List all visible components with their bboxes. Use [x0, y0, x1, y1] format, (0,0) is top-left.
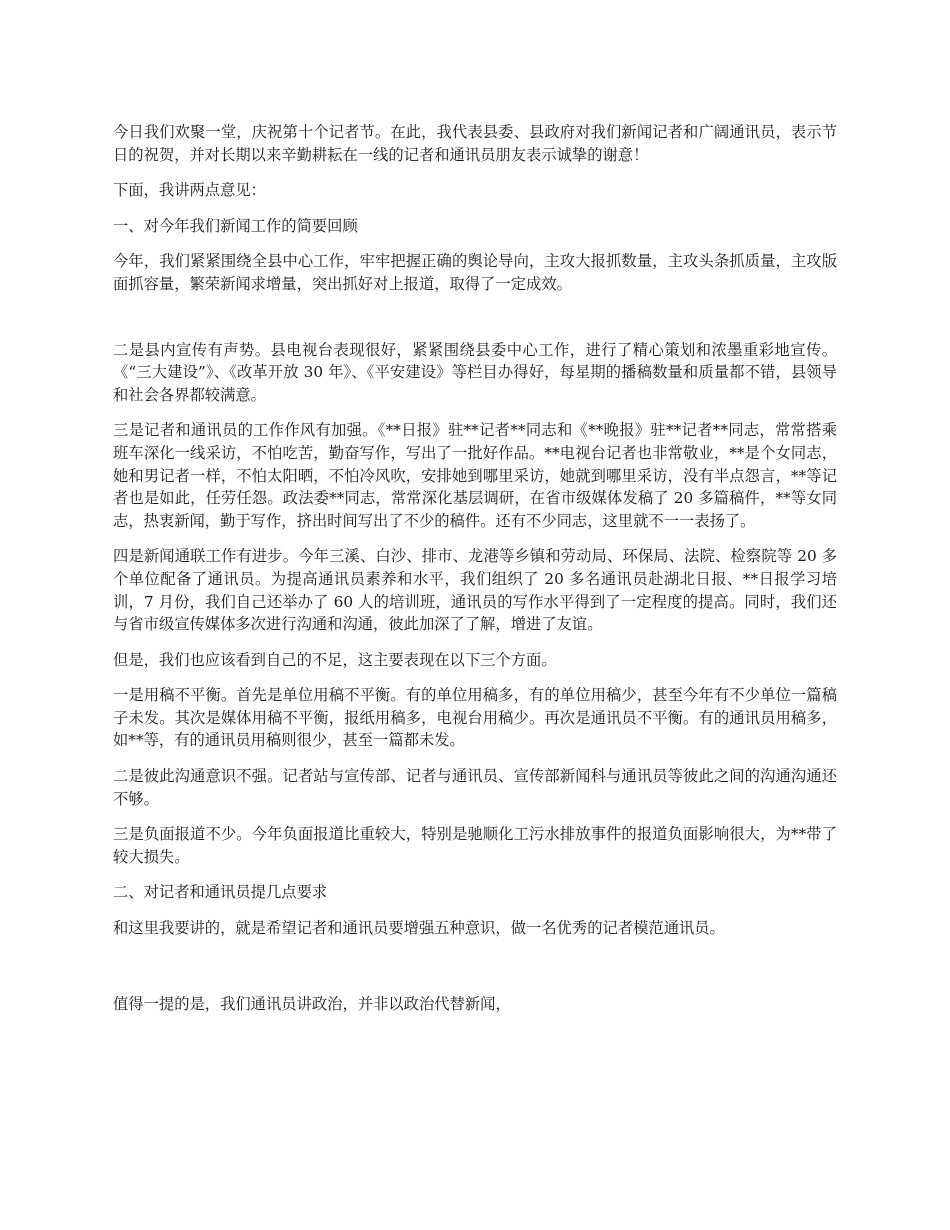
paragraph-intro: 下面，我讲两点意见：: [113, 181, 266, 200]
paragraph-review-summary: 今年，我们紧紧围绕全县中心工作，牢牢把握正确的舆论导向，主攻大报抓数量，主攻头条抓质量，主攻版面抓容量，繁荣新闻求增量，突出抓好对上报道，取得了一定成效。: [113, 252, 837, 293]
paragraph-point-three: 三是记者和通讯员的工作作风有加强。《**日报》驻**记者**同志和《**晚报》驻**记者**同志，常常搭乘班车深化一线采访，不怕吃苦，勤奋写作，写出了一批好作品。**电视台记者也非常敬业，**是个女同志，她和男记者一样，不怕太阳晒，不怕冷风吹，安排她到哪里采访，她就到哪里采访，没有半点怨言，**等记者也是如此，任劳任怨。政法委**同志，常常深化基层调研，在省市级媒体发稿了 20 多篇稿件，**等女同志，热衷新闻，勤于写作，挤出时间写出了不少的稿件。还有不少同志，这里就不一一表扬了。: [113, 421, 837, 530]
paragraph-shortcomings-intro: 但是，我们也应该看到自己的不足，这主要表现在以下三个方面。: [113, 650, 557, 669]
paragraph-shortcoming-two: 二是彼此沟通意识不强。记者站与宣传部、记者与通讯员、宣传部新闻科与通讯员等彼此之间的沟通沟通还不够。: [113, 767, 837, 808]
paragraph-greeting: 今日我们欢聚一堂，庆祝第十个记者节。在此，我代表县委、县政府对我们新闻记者和广阔通讯员，表示节日的祝贺，并对长期以来辛勤耕耘在一线的记者和通讯员朋友表示诚挚的谢意！: [113, 123, 837, 164]
paragraph-point-four: 四是新闻通联工作有进步。今年三溪、白沙、排市、龙港等乡镇和劳动局、环保局、法院、检察院等 20 多个单位配备了通讯员。为提高通讯员素养和水平，我们组织了 20 多名通讯员赴湖北日报、**日报学习培训，7 月份，我们自己还举办了 60 人的培训班，通讯员的写作水平得到了一定程度的提高。同时，我们还与省市级宣传媒体多次进行沟通和沟通，彼此加深了了解，增进了友谊。: [113, 547, 837, 634]
paragraph-shortcoming-three: 三是负面报道不少。今年负面报道比重较大，特别是驰顺化工污水排放事件的报道负面影响很大，为**带了较大损失。: [113, 825, 837, 866]
paragraph-politics-note: 值得一提的是，我们通讯员讲政治，并非以政治代替新闻，: [113, 994, 511, 1013]
document-body: [113, 121, 837, 1028]
blank-spacer: [113, 309, 837, 339]
paragraph-shortcoming-one: 一是用稿不平衡。首先是单位用稿不平衡。有的单位用稿多，有的单位用稿少，甚至今年有不少单位一篇稿子未发。其次是媒体用稿不平衡，报纸用稿多，电视台用稿少。再次是通讯员不平衡。有的通讯员用稿多，如**等，有的通讯员用稿则很少，甚至一篇都未发。: [113, 686, 837, 750]
section-heading-review: 一、对今年我们新闻工作的简要回顾: [113, 216, 358, 235]
blank-spacer: [113, 953, 837, 993]
paragraph-point-two: 二是县内宣传有声势。县电视台表现很好，紧紧围绕县委中心工作，进行了精心策划和浓墨重彩地宣传。《“三大建设”》、《改革开放 30 年》、《平安建设》等栏目办得好，每星期的播稿数量和质量都不错，县领导和社会各界都较满意。: [113, 340, 837, 404]
section-heading-requirements: 二、对记者和通讯员提几点要求: [113, 883, 328, 902]
paragraph-requirements-intro: 和这里我要讲的，就是希望记者和通讯员要增强五种意识，做一名优秀的记者模范通讯员。: [113, 919, 725, 938]
